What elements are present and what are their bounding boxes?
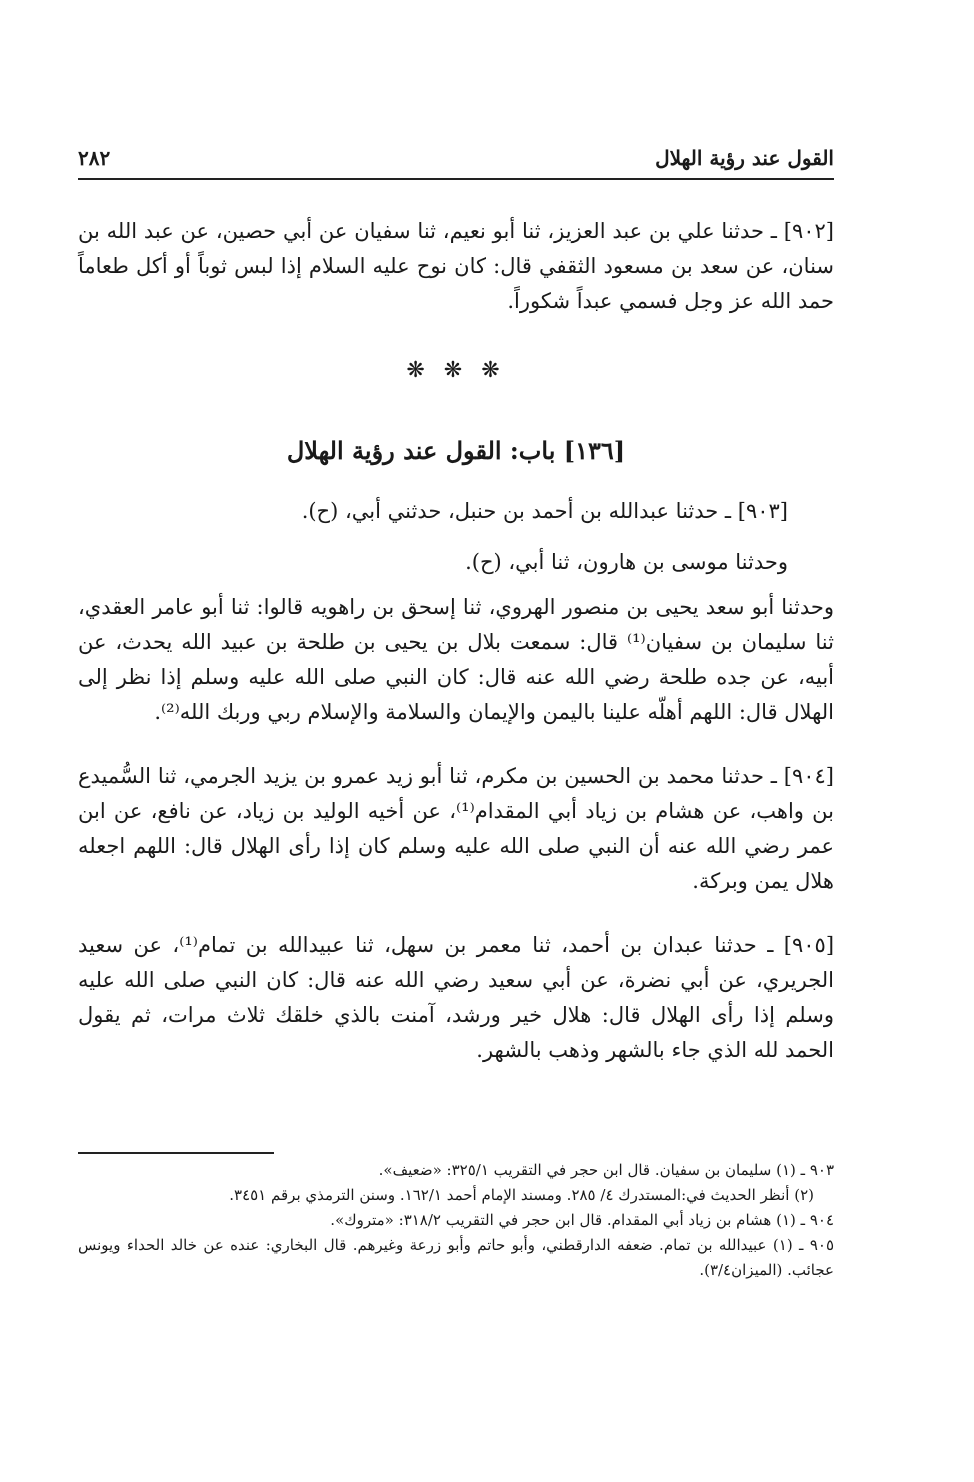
hadith-902-text: [٩٠٢] ـ حدثنا علي بن عبد العزيز، ثنا أبو نعيم، ثنا سفيان عن أبي حصين، عن عبد الله بن سنان، عن سعد بن مسعود الثقفي قال: كان نوح عليه السلام إذا لبس ثوباً أو أكل طعاماً حمد الله عز وجل فسمي عبداً شكوراً.: [78, 219, 834, 313]
hadith-904-text: [٩٠٤] ـ حدثنا محمد بن الحسين بن مكرم، ثنا أبو زيد عمرو بن يزيد الجرمي، ثنا السُّميدع بن واهب، عن هشام بن زياد أبي المقدام⁽¹⁾، عن أخيه الوليد بن زياد، عن نافع، عن ابن عمر رضي الله عنه أن النبي صلى الله عليه وسلم كان إذا رأى الهلال قال: اللهم اجعله هلال يمن وبركة.: [78, 764, 834, 893]
page-number: ٢٨٢: [78, 146, 111, 170]
header-rule: [78, 178, 834, 180]
hadith-905: [78, 928, 834, 1068]
book-page: [78, 0, 834, 1482]
hadith-903-body-text: وحدثنا أبو سعد يحيى بن منصور الهروي، ثنا إسحق بن راهويه قالوا: ثنا أبو عامر العقدي، ثنا سليمان بن سفيان⁽¹⁾ قال: سمعت بلال بن يحيى بن طلحة بن عبيد الله يحدث، عن أبيه، عن جده طلحة رضي الله عنه قال: كان النبي صلى الله عليه وسلم إذا نظر إلى الهلال قال: اللهم أهلّه علينا باليمن والإيمان والسلامة والإسلام ربي وربك الله⁽²⁾.: [78, 595, 834, 724]
chapter-title: [١٣٦] باب: القول عند رؤية الهلال: [286, 436, 626, 465]
footnote-905-1: ٩٠٥ ـ (١) عبيدالله بن تمام. ضعفه الدارقطني، وأبو حاتم وأبو زرعة وغيرهم. قال البخاري: عنده عن خالد الحداء ويونس عجائب. (الميزان٣/٤).: [78, 1236, 834, 1279]
running-title: القول عند رؤية الهلال: [655, 146, 834, 170]
hadith-903-line-2-text: وحدثنا موسى بن هارون، ثنا أبي، (ح).: [465, 550, 788, 574]
footnote-rule: [78, 1152, 274, 1154]
hadith-904: [78, 759, 834, 899]
hadith-903-line-2: [78, 545, 788, 580]
hadith-903-line-1: [78, 494, 788, 529]
hadith-903-line-1-text: [٩٠٣] ـ حدثنا عبدالله بن أحمد بن حنبل، حدثني أبي، (ح).: [301, 499, 788, 523]
hadith-905-text: [٩٠٥] ـ حدثنا عبدان بن أحمد، ثنا معمر بن سهل، ثنا عبيدالله بن تمام⁽¹⁾، عن سعيد الجريري، عن أبي نضرة، عن أبي سعيد رضي الله عنه قال: كان النبي صلى الله عليه وسلم إذا رأى الهلال قال: هلال خير ورشد، آمنت بالذي خلقك ثلاث مرات، ثم يقول الحمد لله الذي جاء بالشهر وذهب بالشهر.: [78, 933, 835, 1062]
footnote-903-2: (٢) أنظر الحديث في:المستدرك ٤/ ٢٨٥. ومسند الإمام أحمد ١٦٢/١. وسنن الترمذي برقم ٣٤٥١.: [229, 1186, 814, 1204]
footnotes: [78, 1158, 834, 1283]
hadith-903-body: [78, 590, 834, 730]
running-header: [78, 142, 834, 182]
footnote-904-1: ٩٠٤ ـ (١) هشام بن زياد أبي المقدام. قال ابن حجر في التقريب ٣١٨/٢: «متروك».: [330, 1211, 834, 1229]
footnote-903-1: ٩٠٣ ـ (١) سليمان بن سفيان. قال ابن حجر في التقريب ٣٢٥/١: «ضعيف».: [378, 1161, 834, 1179]
section-separator: ❋ ❋ ❋: [406, 358, 506, 383]
hadith-902: [78, 214, 834, 319]
